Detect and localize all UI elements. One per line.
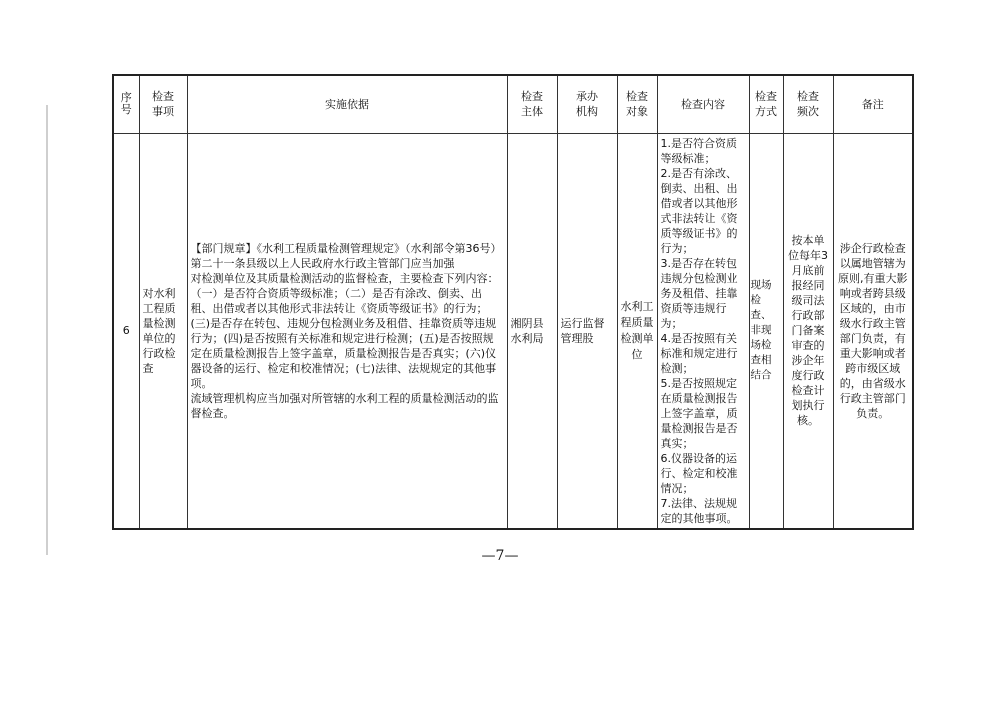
content-item: 6.仪器设备的运行、检定和校准情况； xyxy=(660,451,738,495)
header-org: 承办机构 xyxy=(557,75,617,133)
header-item: 检查事项 xyxy=(139,75,187,133)
content-item: 1.是否符合资质等级标准； xyxy=(660,136,737,165)
header-content: 检查内容 xyxy=(657,75,749,133)
row-item: 对水利工程质量检测单位的行政检查 xyxy=(139,133,187,529)
basis-paragraph: 流域管理机构应当加强对所管辖的水利工程的质量检测活动的监督检查。 xyxy=(190,391,499,420)
basis-paragraph: 【部门规章】《水利工程质量检测管理规定》（水利部令第36号）第二十一条县级以上人民政府水行政主管部门应当加强 xyxy=(190,241,502,270)
row-basis xyxy=(187,133,507,529)
header-method: 检查方式 xyxy=(749,75,783,133)
content-item: 5.是否按照规定在质量检测报告上签字盖章，质量检测报告是否真实； xyxy=(660,376,738,450)
header-basis: 实施依据 xyxy=(187,75,507,133)
header-subject: 检查主体 xyxy=(507,75,557,133)
header-object: 检查对象 xyxy=(617,75,657,133)
table-row xyxy=(113,133,913,529)
content-item: 2.是否有涂改、倒卖、出租、出借或者以其他形式非法转让《资质等级证书》的行为； xyxy=(660,166,738,255)
row-frequency: 按本单位每年3月底前报经同级司法行政部门备案审查的涉企年度行政检查计划执行核。 xyxy=(783,133,833,529)
content-item: 4.是否按照有关标准和规定进行检测； xyxy=(660,331,738,375)
header-frequency: 检查频次 xyxy=(783,75,833,133)
content-item: 3.是否存在转包违规分包检测业务及租借、挂靠资质等违规行为； xyxy=(660,256,738,330)
header-row xyxy=(113,75,913,133)
row-subject: 湘阴县水利局 xyxy=(507,133,557,529)
row-object: 水利工程质量检测单位 xyxy=(617,133,657,529)
row-seq: 6 xyxy=(113,133,139,529)
content-item: 7.法律、法规规定的其他事项。 xyxy=(660,496,738,525)
header-seq: 序号 xyxy=(113,75,139,133)
basis-paragraph: (三)是否存在转包、违规分包检测业务及租借、挂靠资质等违规行为；(四)是否按照有关标准和规定进行检测；(五)是否按照规定在质量检测报告上签字盖章，质量检测报告是否真实；(六)仪器设备的运行、检定和校准情况；(七)法律、法规规定的其他事项。 xyxy=(190,316,497,390)
row-org: 运行监督管理股 xyxy=(557,133,617,529)
row-remarks: 涉企行政检查以属地管辖为原则,有重大影响或者跨县级区域的，由市级水行政主管部门负责，有重大影响或者跨市级区域的，由省级水行政主管部门负责。 xyxy=(833,133,913,529)
page-number: —7— xyxy=(481,548,519,564)
scan-edge-line xyxy=(46,105,48,555)
inspection-table xyxy=(112,74,914,530)
row-content xyxy=(657,133,749,529)
row-method: 现场检查、非现场检查相结合 xyxy=(749,133,783,529)
header-remarks: 备注 xyxy=(833,75,913,133)
basis-paragraph: 对检测单位及其质量检测活动的监督检查，主要检查下列内容：（一）是否符合资质等级标准；（二）是否有涂改、倒卖、出租、出借或者以其他形式非法转让《资质等级证书》的行为； xyxy=(190,271,499,315)
